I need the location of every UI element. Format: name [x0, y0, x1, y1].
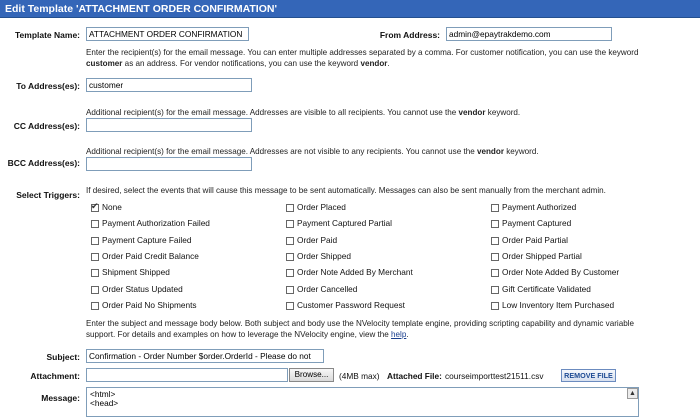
- trigger-label: Payment Capture Failed: [102, 234, 192, 245]
- triggers-help: If desired, select the events that will cause this message to be sent automatically. Messages can also be sent manually from the merchant admin.: [86, 186, 606, 195]
- trigger-checkbox[interactable]: [286, 286, 294, 294]
- bcc-address-help: Additional recipient(s) for the email message. Addresses are not visible to any recipients. You cannot use the vendor keyword.: [86, 147, 539, 156]
- trigger-label: Order Shipped: [297, 250, 351, 261]
- page-title: Edit Template 'ATTACHMENT ORDER CONFIRMATION': [5, 3, 277, 15]
- attachment-label: Attachment:: [30, 371, 80, 381]
- trigger-checkbox[interactable]: [491, 237, 499, 245]
- trigger-checkbox[interactable]: [91, 204, 99, 212]
- cc-address-help: Additional recipient(s) for the email message. Addresses are visible to all recipients. You cannot use the vendor keyword.: [86, 108, 521, 117]
- message-line: <head>: [90, 398, 119, 408]
- template-name-input[interactable]: ATTACHMENT ORDER CONFIRMATION: [86, 27, 249, 41]
- subject-label: Subject:: [46, 352, 80, 362]
- trigger-checkbox[interactable]: [491, 269, 499, 277]
- trigger-checkbox[interactable]: [491, 302, 499, 310]
- trigger-checkbox[interactable]: [491, 220, 499, 228]
- from-address-label: From Address:: [379, 30, 440, 40]
- trigger-label: Low Inventory Item Purchased: [502, 299, 615, 310]
- trigger-label: Order Note Added By Merchant: [297, 267, 413, 278]
- trigger-checkbox[interactable]: [491, 253, 499, 261]
- trigger-label: Order Paid Partial: [502, 234, 568, 245]
- attached-file-name: courseimporttest21511.csv: [445, 371, 544, 381]
- to-address-input[interactable]: customer: [86, 78, 252, 92]
- trigger-label: Order Note Added By Customer: [502, 267, 620, 278]
- scroll-up-arrow-icon[interactable]: ▲: [627, 388, 638, 399]
- trigger-label: Order Status Updated: [102, 283, 183, 294]
- to-address-help: Enter the recipient(s) for the email message. You can enter multiple addresses separated by a comma. For customer notification, you can use the keyword customer as an address. For vendor notifications, you can use the keyword vendor.: [86, 48, 639, 68]
- trigger-checkbox[interactable]: [286, 269, 294, 277]
- trigger-label: Order Paid Credit Balance: [102, 250, 199, 261]
- trigger-checkbox[interactable]: [286, 253, 294, 261]
- trigger-checkbox[interactable]: [91, 237, 99, 245]
- attachment-max-size: (4MB max): [339, 371, 380, 381]
- trigger-label: None: [102, 202, 122, 212]
- trigger-label: Order Shipped Partial: [502, 250, 582, 261]
- select-triggers-label: Select Triggers:: [16, 190, 80, 200]
- message-textarea[interactable]: [86, 387, 639, 417]
- page-header: [0, 0, 700, 18]
- bcc-address-label: BCC Address(es):: [7, 158, 80, 168]
- trigger-label: Order Paid No Shipments: [102, 299, 197, 310]
- bcc-address-input[interactable]: [86, 157, 252, 171]
- from-address-input[interactable]: admin@epaytrakdemo.com: [446, 27, 612, 41]
- cc-address-label: CC Address(es):: [13, 121, 80, 131]
- body-help: Enter the subject and message body below. Both subject and body use the NVelocity template engine, providing scripting capability and dynamic variable support. For details and examples on how to leverage the NVelocity engine, view the help.: [86, 319, 635, 339]
- trigger-label: Customer Password Request: [297, 299, 405, 310]
- trigger-checkbox[interactable]: [91, 220, 99, 228]
- trigger-label: Order Cancelled: [297, 283, 358, 294]
- trigger-checkbox[interactable]: [491, 204, 499, 212]
- message-line: <html>: [90, 389, 116, 399]
- subject-input[interactable]: Confirmation - Order Number $order.OrderId - Please do not: [86, 349, 324, 363]
- trigger-label: Payment Captured: [502, 218, 572, 229]
- trigger-label: Payment Authorized: [502, 202, 577, 212]
- attached-file-label: Attached File:: [387, 371, 442, 381]
- trigger-label: Order Paid: [297, 234, 338, 245]
- trigger-checkbox[interactable]: [91, 286, 99, 294]
- trigger-label: Payment Authorization Failed: [102, 218, 210, 229]
- trigger-checkbox[interactable]: [91, 253, 99, 261]
- trigger-label: Shipment Shipped: [102, 267, 170, 278]
- trigger-checkbox[interactable]: [91, 302, 99, 310]
- trigger-checkbox[interactable]: [286, 302, 294, 310]
- trigger-label: Payment Captured Partial: [297, 218, 393, 229]
- attachment-file-input[interactable]: [86, 368, 288, 382]
- message-label: Message:: [41, 393, 80, 403]
- trigger-label: Order Placed: [297, 202, 346, 212]
- template-name-label: Template Name:: [14, 30, 80, 40]
- cc-address-input[interactable]: [86, 118, 252, 132]
- to-address-label: To Address(es):: [16, 81, 80, 91]
- help-link[interactable]: help: [391, 330, 407, 339]
- browse-button[interactable]: Browse...: [289, 368, 334, 382]
- trigger-checkbox[interactable]: [286, 237, 294, 245]
- trigger-checkbox[interactable]: [286, 204, 294, 212]
- trigger-checkbox[interactable]: [286, 220, 294, 228]
- trigger-checkbox[interactable]: [91, 269, 99, 277]
- trigger-checkbox[interactable]: [491, 286, 499, 294]
- trigger-label: Gift Certificate Validated: [502, 283, 591, 294]
- remove-file-button[interactable]: REMOVE FILE: [561, 369, 616, 382]
